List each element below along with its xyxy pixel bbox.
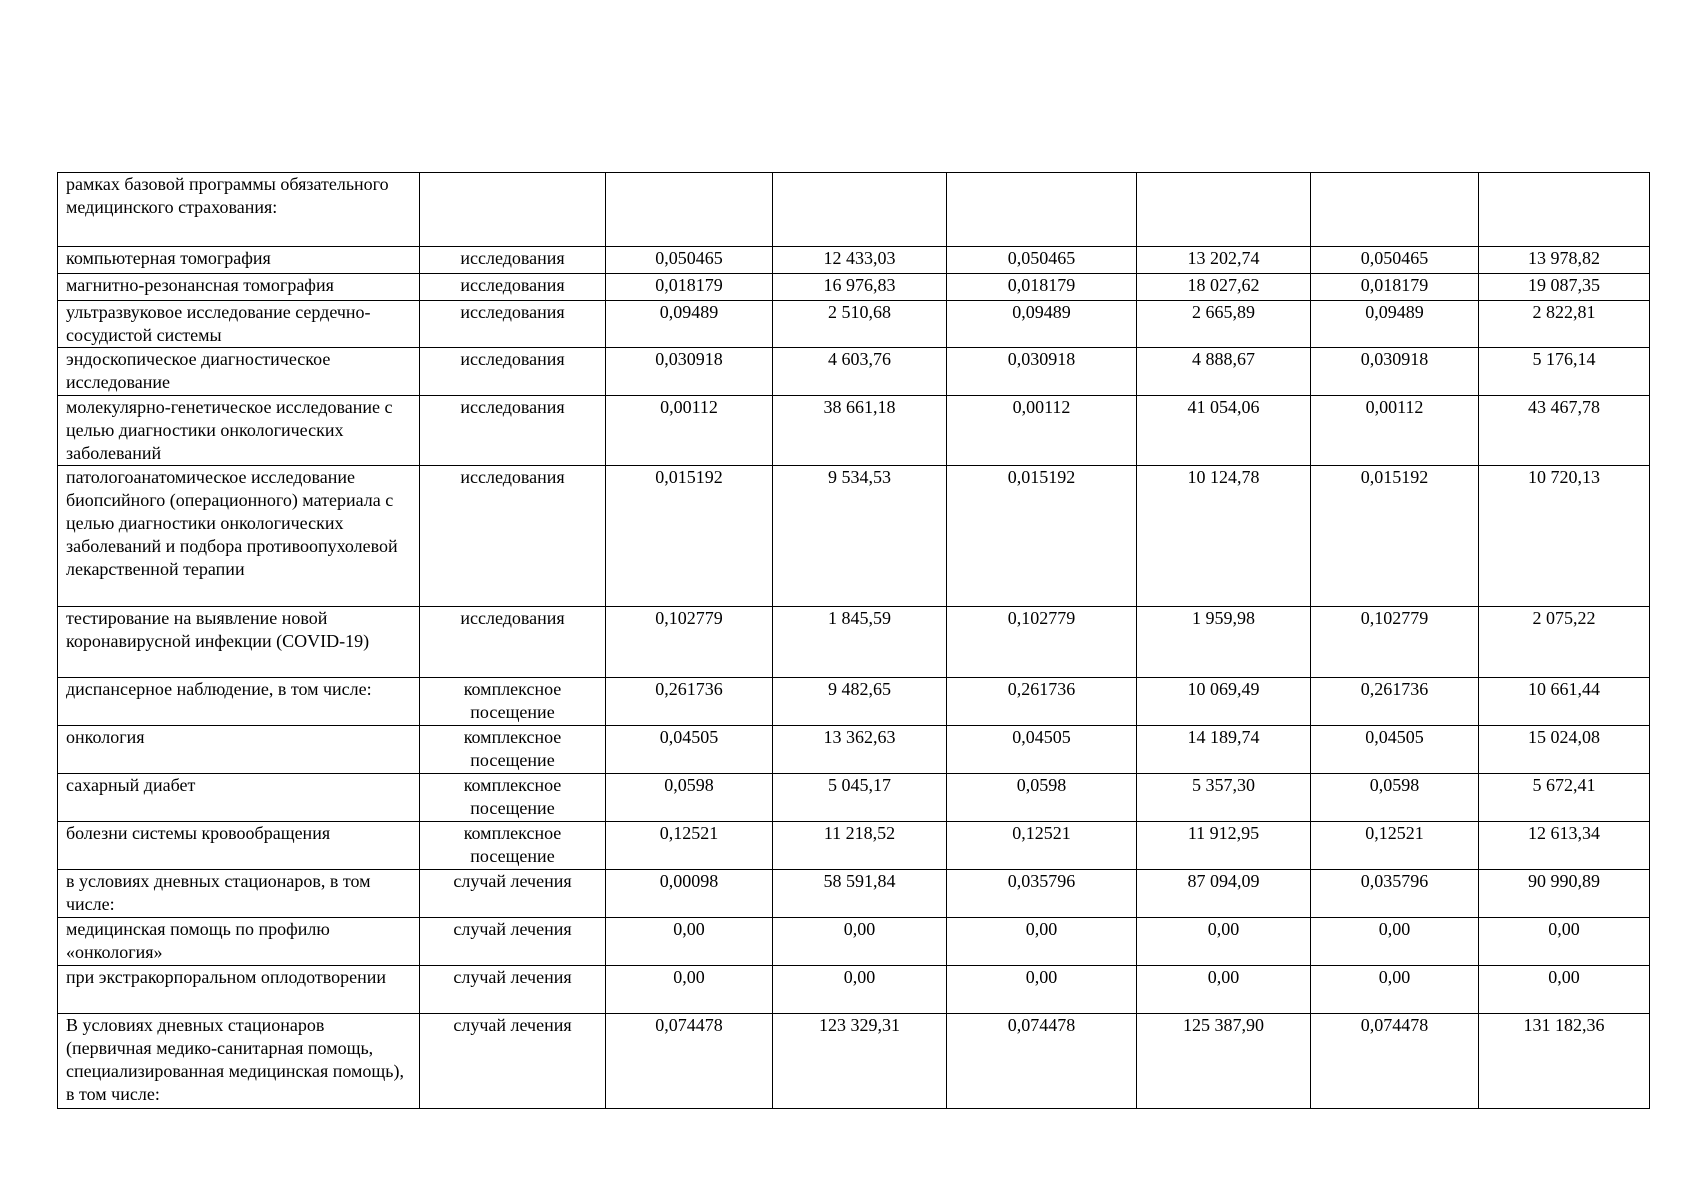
value-cell: 13 978,82 (1479, 247, 1650, 274)
value-cell: 0,015192 (947, 466, 1137, 607)
value-cell: 0,09489 (1311, 301, 1479, 348)
table-body (58, 173, 1650, 1109)
value-cell: 0,102779 (1311, 607, 1479, 678)
value-cell: 41 054,06 (1137, 396, 1311, 466)
value-cell: 10 069,49 (1137, 678, 1311, 726)
table-row (58, 678, 1650, 726)
table-row (58, 348, 1650, 396)
value-cell: 0,035796 (1311, 870, 1479, 918)
value-cell: 0,00 (947, 966, 1137, 1014)
row-name-cell: в условиях дневных стационаров, в том числе: (58, 870, 420, 918)
value-cell (947, 173, 1137, 247)
value-cell: 2 822,81 (1479, 301, 1650, 348)
value-cell: 0,030918 (606, 348, 773, 396)
row-name-cell: болезни системы кровообращения (58, 822, 420, 870)
value-cell: 16 976,83 (773, 274, 947, 301)
unit-cell: исследования (420, 274, 606, 301)
value-cell: 10 720,13 (1479, 466, 1650, 607)
unit-cell: исследования (420, 301, 606, 348)
value-cell: 0,00 (773, 966, 947, 1014)
unit-cell: комплексное посещение (420, 774, 606, 822)
value-cell: 19 087,35 (1479, 274, 1650, 301)
unit-cell: случай лечения (420, 1014, 606, 1109)
value-cell: 0,00 (773, 918, 947, 966)
value-cell (1479, 173, 1650, 247)
value-cell: 0,102779 (947, 607, 1137, 678)
value-cell: 0,09489 (947, 301, 1137, 348)
value-cell: 5 672,41 (1479, 774, 1650, 822)
table-row (58, 466, 1650, 607)
value-cell: 0,12521 (1311, 822, 1479, 870)
value-cell: 4 603,76 (773, 348, 947, 396)
value-cell: 0,00 (1311, 966, 1479, 1014)
value-cell: 12 433,03 (773, 247, 947, 274)
value-cell: 0,050465 (606, 247, 773, 274)
value-cell: 0,018179 (606, 274, 773, 301)
row-name-cell: молекулярно-генетическое исследование с целью диагностики онкологических заболеваний (58, 396, 420, 466)
value-cell: 58 591,84 (773, 870, 947, 918)
value-cell: 2 075,22 (1479, 607, 1650, 678)
value-cell: 0,0598 (947, 774, 1137, 822)
value-cell: 0,00112 (606, 396, 773, 466)
value-cell: 0,074478 (606, 1014, 773, 1109)
value-cell: 0,09489 (606, 301, 773, 348)
value-cell: 0,018179 (947, 274, 1137, 301)
value-cell: 0,00 (606, 918, 773, 966)
value-cell: 13 202,74 (1137, 247, 1311, 274)
value-cell: 0,04505 (1311, 726, 1479, 774)
value-cell: 0,030918 (1311, 348, 1479, 396)
table-row (58, 918, 1650, 966)
value-cell: 0,018179 (1311, 274, 1479, 301)
value-cell: 0,00 (1479, 966, 1650, 1014)
value-cell: 0,102779 (606, 607, 773, 678)
value-cell: 9 482,65 (773, 678, 947, 726)
table-row (58, 274, 1650, 301)
value-cell: 0,030918 (947, 348, 1137, 396)
unit-cell: исследования (420, 607, 606, 678)
value-cell: 43 467,78 (1479, 396, 1650, 466)
table-row (58, 1014, 1650, 1109)
value-cell (1311, 173, 1479, 247)
value-cell: 0,00112 (947, 396, 1137, 466)
value-cell: 10 661,44 (1479, 678, 1650, 726)
value-cell: 0,00098 (606, 870, 773, 918)
table-row (58, 173, 1650, 247)
unit-cell (420, 173, 606, 247)
value-cell: 0,050465 (947, 247, 1137, 274)
value-cell: 9 534,53 (773, 466, 947, 607)
value-cell: 0,050465 (1311, 247, 1479, 274)
row-name-cell: при экстракорпоральном оплодотворении (58, 966, 420, 1014)
row-name-cell: тестирование на выявление новой коронавирусной инфекции (COVID-19) (58, 607, 420, 678)
value-cell: 125 387,90 (1137, 1014, 1311, 1109)
value-cell: 0,035796 (947, 870, 1137, 918)
table-row (58, 301, 1650, 348)
unit-cell: комплексное посещение (420, 678, 606, 726)
value-cell: 2 665,89 (1137, 301, 1311, 348)
row-name-cell: диспансерное наблюдение, в том числе: (58, 678, 420, 726)
value-cell: 0,00 (1137, 966, 1311, 1014)
value-cell: 87 094,09 (1137, 870, 1311, 918)
value-cell: 0,0598 (1311, 774, 1479, 822)
table-row (58, 607, 1650, 678)
row-name-cell: компьютерная томография (58, 247, 420, 274)
value-cell: 11 912,95 (1137, 822, 1311, 870)
row-name-cell: ультразвуковое исследование сердечно-сосудистой системы (58, 301, 420, 348)
value-cell: 0,12521 (947, 822, 1137, 870)
value-cell: 0,12521 (606, 822, 773, 870)
data-table (57, 172, 1650, 1109)
value-cell: 1 959,98 (1137, 607, 1311, 678)
unit-cell: комплексное посещение (420, 822, 606, 870)
value-cell: 5 176,14 (1479, 348, 1650, 396)
table-row (58, 247, 1650, 274)
unit-cell: случай лечения (420, 918, 606, 966)
value-cell: 14 189,74 (1137, 726, 1311, 774)
value-cell: 90 990,89 (1479, 870, 1650, 918)
value-cell: 0,00112 (1311, 396, 1479, 466)
row-name-cell: медицинская помощь по профилю «онкология» (58, 918, 420, 966)
value-cell: 15 024,08 (1479, 726, 1650, 774)
value-cell: 0,04505 (606, 726, 773, 774)
value-cell: 5 045,17 (773, 774, 947, 822)
value-cell: 0,261736 (606, 678, 773, 726)
value-cell: 0,074478 (1311, 1014, 1479, 1109)
value-cell: 10 124,78 (1137, 466, 1311, 607)
unit-cell: исследования (420, 396, 606, 466)
value-cell: 0,261736 (1311, 678, 1479, 726)
unit-cell: случай лечения (420, 966, 606, 1014)
value-cell: 0,00 (1137, 918, 1311, 966)
value-cell: 11 218,52 (773, 822, 947, 870)
value-cell: 0,015192 (1311, 466, 1479, 607)
row-name-cell: эндоскопическое диагностическое исследование (58, 348, 420, 396)
row-name-cell: онкология (58, 726, 420, 774)
value-cell: 0,00 (1479, 918, 1650, 966)
value-cell: 0,015192 (606, 466, 773, 607)
value-cell: 5 357,30 (1137, 774, 1311, 822)
value-cell (606, 173, 773, 247)
value-cell: 2 510,68 (773, 301, 947, 348)
value-cell: 13 362,63 (773, 726, 947, 774)
value-cell: 131 182,36 (1479, 1014, 1650, 1109)
value-cell: 12 613,34 (1479, 822, 1650, 870)
row-name-cell: патологоанатомическое исследование биопсийного (операционного) материала с целью диагностики онкологических заболеваний и подбора противоопухолевой лекарственной терапии (58, 466, 420, 607)
unit-cell: случай лечения (420, 870, 606, 918)
unit-cell: комплексное посещение (420, 726, 606, 774)
row-name-cell: рамках базовой программы обязательного медицинского страхования: (58, 173, 420, 247)
row-name-cell: В условиях дневных стационаров (первичная медико-санитарная помощь, специализированная медицинская помощь), в том числе: (58, 1014, 420, 1109)
unit-cell: исследования (420, 247, 606, 274)
value-cell: 123 329,31 (773, 1014, 947, 1109)
value-cell: 0,00 (606, 966, 773, 1014)
row-name-cell: сахарный диабет (58, 774, 420, 822)
value-cell: 0,261736 (947, 678, 1137, 726)
value-cell: 0,00 (1311, 918, 1479, 966)
unit-cell: исследования (420, 466, 606, 607)
value-cell (773, 173, 947, 247)
value-cell (1137, 173, 1311, 247)
table-row (58, 822, 1650, 870)
value-cell: 38 661,18 (773, 396, 947, 466)
table-row (58, 966, 1650, 1014)
value-cell: 0,00 (947, 918, 1137, 966)
table-row (58, 726, 1650, 774)
table-row (58, 396, 1650, 466)
value-cell: 0,074478 (947, 1014, 1137, 1109)
row-name-cell: магнитно-резонансная томография (58, 274, 420, 301)
value-cell: 1 845,59 (773, 607, 947, 678)
unit-cell: исследования (420, 348, 606, 396)
table-row (58, 774, 1650, 822)
value-cell: 4 888,67 (1137, 348, 1311, 396)
value-cell: 18 027,62 (1137, 274, 1311, 301)
value-cell: 0,04505 (947, 726, 1137, 774)
value-cell: 0,0598 (606, 774, 773, 822)
table-row (58, 870, 1650, 918)
